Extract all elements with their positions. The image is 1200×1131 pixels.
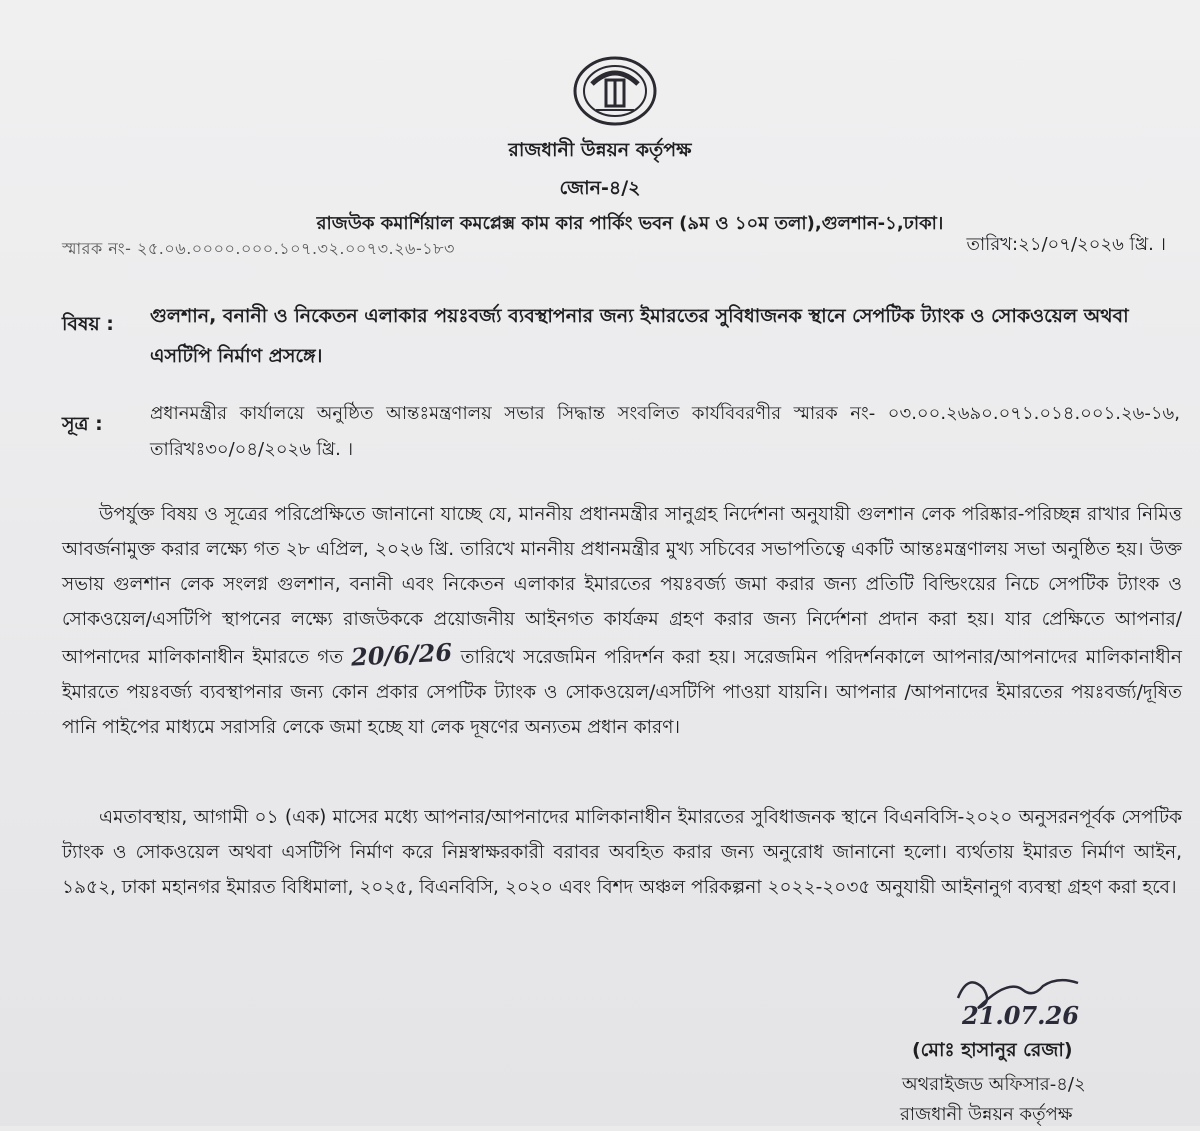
inspection-date-handwritten: 20/6/26 xyxy=(350,637,454,672)
body-paragraph-1-part-a: উপর্যুক্ত বিষয় ও সূত্রের পরিপ্রেক্ষিতে জানানো যাচ্ছে যে, মাননীয় প্রধানমন্ত্রীর সানুগ্রহ নির্দেশনা অনুযায়ী গুলশান লেক পরিষ্কার-পরিচ্ছন্ন রাখার নিমিত্ত আবর্জনামুক্ত করার লক্ষ্যে গত ২৮ এপ্রিল, ২০২৬ খ্রি. তারিখে মাননীয় প্রধানমন্ত্রীর মুখ্য সচিবের সভাপতিত্বে একটি আন্তঃমন্ত্রণালয় সভা অনুষ্ঠিত হয়। উক্ত সভায় গুলশান লেক সংলগ্ন গুলশান, বনানী এবং নিকেতন এলাকার ইমারতের পয়ঃবর্জ্য জমা করার জন্য প্রতিটি বিল্ডিংয়ের নিচে সেপটিক ট্যাংক ও সোকওয়েল/এসটিপি স্থাপনের লক্ষ্যে রাজউককে প্রয়োজনীয় আইনগত কার্যক্রম গ্রহণ করার জন্য নির্দেশনা প্রদান করা হয়। যার প্রেক্ষিতে আপনার/আপনাদের মালিকানাধীন ইমারতে গত xyxy=(62,504,1182,668)
organization-name: রাজধানী উন্নয়ন কর্তৃপক্ষ xyxy=(508,139,692,161)
letter-date: তারিখ:২১/০৭/২০২৬ খ্রি. । xyxy=(966,234,1166,255)
subject-text: গুলশান, বনানী ও নিকেতন এলাকার পয়ঃবর্জ্য ব্যবস্থাপনার জন্য ইমারতের সুবিধাজনক স্থানে সেপটিক ট্যাংক ও সোকওয়েল অথবা এসটিপি নির্মাণ প্রসঙ্গে। xyxy=(150,305,1129,367)
signatory-name: (মোঃ হাসানুর রেজা) xyxy=(912,1039,1073,1061)
office-address: রাজউক কমার্শিয়াল কমপ্লেক্স কাম কার পার্কিং ভবন (৯ম ও ১০ম তলা),গুলশান-১,ঢাকা। xyxy=(316,213,944,234)
zone-name: জোন-৪/২ xyxy=(559,177,641,199)
body-paragraph-2 xyxy=(62,800,1182,905)
reference-label: সূত্র : xyxy=(62,413,103,435)
subject-label: বিষয় : xyxy=(62,313,114,335)
memo-number: স্মারক নং- ২৫.০৬.০০০০.০০০.১০৭.৩২.০০৭৩.২৬-১৮৩ xyxy=(62,239,455,258)
signatory-title: অথরাইজড অফিসার-৪/২ xyxy=(902,1074,1086,1095)
body-paragraph-1 xyxy=(62,497,1182,745)
rajuk-seal-logo xyxy=(570,54,660,128)
body-paragraph-2-text: এমতাবস্থায়, আগামী ০১ (এক) মাসের মধ্যে আপনার/আপনাদের মালিকানাধীন ইমারতের সুবিধাজনক স্থানে বিএনবিসি-২০২০ অনুসরনপূর্বক সেপটিক ট্যাংক ও সোকওয়েল অথবা এসটিপি নির্মাণ করে নিম্নস্বাক্ষরকারী বরাবর অবহিত করার জন্য অনুরোধ জানানো হলো। ব্যর্থতায় ইমারত নির্মাণ আইন, ১৯৫২, ঢাকা মহানগর ইমারত বিধিমালা, ২০২৫, বিএনবিসি, ২০২০ এবং বিশদ অঞ্চল পরিকল্পনা ২০২২-২০৩৫ অনুযায়ী আইনানুগ ব্যবস্থা গ্রহণ করা হবে। xyxy=(62,807,1182,898)
signature-date: 21.07.26 xyxy=(962,1001,1079,1028)
reference-text: প্রধানমন্ত্রীর কার্যালয়ে অনুষ্ঠিত আন্তঃমন্ত্রণালয় সভার সিদ্ধান্ত সংবলিত কার্যবিবরণীর স্মারক নং- ০৩.০০.২৬৯০.০৭১.০১৪.০০১.২৬-১৬, তারিখঃ৩০/০৪/২০২৬ খ্রি. । xyxy=(150,403,1180,460)
signatory-organization: রাজধানী উন্নয়ন কর্তৃপক্ষ xyxy=(900,1104,1073,1125)
body-paragraph-1-part-b: তারিখে সরেজমিন পরিদর্শন করা হয়। সরেজমিন পরিদর্শনকালে আপনার/আপনাদের মালিকানাধীন ইমারতে পয়ঃবর্জ্য ব্যবস্থাপনার জন্য কোন প্রকার সেপটিক ট্যাংক ও সোকওয়েল/এসটিপি পাওয়া যায়নি। আপনার /আপনাদের ইমারতের পয়ঃবর্জ্য/দূষিত পানি পাইপের মাধ্যমে সরাসরি লেকে জমা হচ্ছে যা লেক দূষণের অন্যতম প্রধান কারণ। xyxy=(62,647,1182,738)
handwritten-signature xyxy=(948,968,1118,1028)
